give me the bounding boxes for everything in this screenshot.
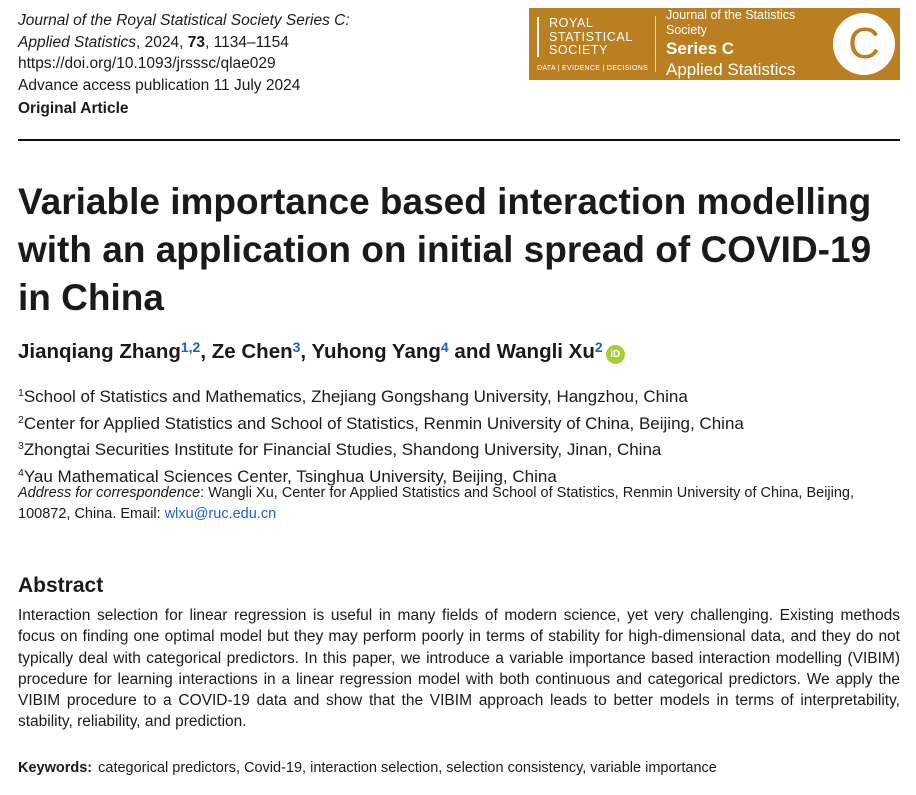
header-divider [18, 139, 900, 141]
affiliation-item: $^2$Center for Applied Statistics and School of Statistics, Renmin University of China, Beijing, China [18, 413, 744, 433]
society-tagline: DATA | EVIDENCE | DECISIONS [537, 65, 649, 72]
banner-subtitle: Applied Statistics [666, 60, 796, 79]
doi-link[interactable]: https://doi.org/10.1093/jrsssc/qlae029 [18, 55, 276, 72]
keywords-label: Keywords: [18, 760, 93, 776]
author-name[interactable]: Yuhong Yang [311, 340, 441, 363]
author-name[interactable]: Wangli Xu [496, 340, 595, 363]
citation-year: , 2024, [136, 33, 188, 51]
rss-logo-icon [537, 17, 545, 57]
rss-logo [529, 8, 655, 80]
banner-journal-name: Journal of the Statistics Society [666, 8, 796, 37]
series-info [656, 8, 833, 80]
author-affiliation-ref[interactable]: 1,2 [180, 339, 201, 355]
affiliation-item: $^4$Yau Mathematical Sciences Center, Tsinghua University, Beijing, China [18, 466, 557, 486]
abstract-heading: Abstract [18, 574, 104, 597]
author-list: Jianqiang Zhang$^{1,2}$, Ze Chen$^3$, Yuhong Yang$^4$ and Wangli Xu$^2$ iD [18, 339, 625, 364]
author-name[interactable]: Ze Chen [211, 340, 293, 363]
article-type: Original Article [18, 100, 129, 117]
author-name[interactable]: Jianqiang Zhang [18, 340, 181, 363]
affiliation-list [18, 382, 744, 488]
society-name: ROYAL STATISTICAL SOCIETY [549, 16, 633, 57]
correspondence-label: Address for correspondence [18, 485, 201, 501]
journal-subtitle: Applied Statistics [18, 33, 137, 51]
affiliation-item: $^3$Zhongtai Securities Institute for Financial Studies, Shandong University, Jinan, China [18, 440, 662, 459]
keywords-list: categorical predictors, Covid-19, interaction selection, selection consistency, variable importance [98, 760, 717, 776]
journal-name: Journal of the Royal Statistical Society Series C: [18, 12, 350, 29]
abstract-body: Interaction selection for linear regression is useful in many fields of modern science, yet very challenging. Existing methods focus on finding one optimal model but they may perform poorly in terms of stability for high-dimensional data, and they do not typically deal with categorical predictors. In this paper, we introduce a variable importance based interaction modelling (VIBIM) procedure for learning interactions in a linear regression model with both continuous and categorical predictors. We apply the VIBIM procedure to a COVID-19 data and show that the VIBIM approach leads to better models in terms of interpretability, stability, reliability, and prediction. [18, 607, 900, 731]
orcid-icon[interactable]: iD [606, 345, 625, 364]
email-link[interactable]: wlxu@ruc.edu.cn [164, 506, 277, 522]
author-affiliation-ref[interactable]: 4 [440, 339, 449, 355]
banner-series: Series C [666, 39, 735, 58]
article-title: Variable importance based interaction modelling with an application on initial spread of COVID-19 in China [18, 181, 872, 318]
publication-date: Advance access publication 11 July 2024 [18, 76, 301, 94]
correspondence-text: : Wangli Xu, Center for Applied Statistics and School of Statistics, Renmin University of China, Beijing, 100872, China. Email: [18, 485, 855, 522]
society-banner [529, 8, 900, 80]
author-affiliation-ref[interactable]: 3 [292, 339, 301, 355]
page-range: , 1134–1154 [205, 33, 289, 51]
keywords [18, 760, 717, 776]
author-affiliation-ref[interactable]: 2 [594, 339, 603, 355]
volume-number: 73 [187, 33, 205, 51]
affiliation-item: $^1$School of Statistics and Mathematics, Zhejiang Gongshang University, Hangzhou, China [18, 387, 688, 406]
article-header [18, 10, 350, 120]
correspondence [18, 483, 898, 525]
series-letter-icon: C [833, 13, 895, 75]
citation-line [18, 32, 350, 54]
